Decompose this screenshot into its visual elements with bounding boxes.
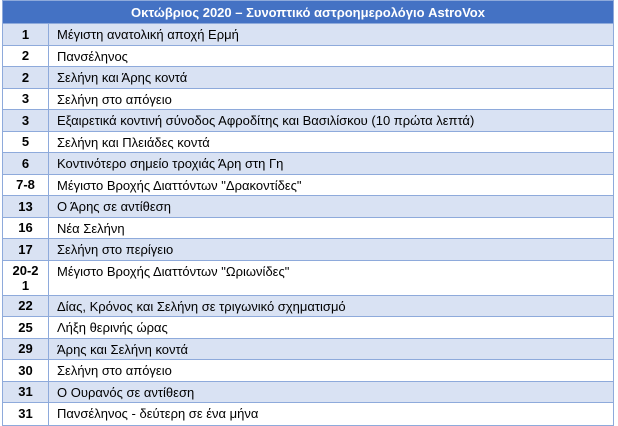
table-row [3,382,613,404]
event-cell: Δίας, Κρόνος και Σελήνη σε τριγωνικό σχηματισμό [57,298,346,314]
day-cell: 31 [3,382,49,403]
event-cell: Εξαιρετικά κοντινή σύνοδος Αφροδίτης και Βασιλίσκου (10 πρώτα λεπτά) [57,113,475,128]
day-cell: 20-21 [3,261,49,295]
day-cell: 7-8 [3,175,49,196]
event-cell: Ο Ουρανός σε αντίθεση [57,384,195,400]
day-cell: 25 [3,317,49,338]
event-cell: Σελήνη στο απόγειο [57,91,172,107]
table-body [3,24,613,425]
table-row [3,110,613,132]
day-cell: 2 [3,46,49,67]
table-row [3,360,613,382]
calendar-table [2,0,614,426]
day-cell: 29 [3,339,49,360]
event-cell: Νέα Σελήνη [57,220,125,236]
day-cell: 3 [3,89,49,110]
day-cell: 30 [3,360,49,381]
event-cell: Λήξη θερινής ώρας [57,320,168,335]
table-row [3,261,613,296]
table-row [3,24,613,46]
table-row [3,239,613,261]
event-cell: Άρης και Σελήνη κοντά [57,341,188,357]
event-cell: Σελήνη στο περίγειο [57,242,174,257]
event-cell: Σελήνη στο απόγειο [57,363,172,378]
table-row [3,89,613,111]
event-cell: Μέγιστη ανατολική αποχή Ερμή [57,27,239,42]
day-cell: 2 [3,67,49,88]
day-cell: 22 [3,296,49,317]
table-row [3,296,613,318]
day-cell: 31 [3,403,49,425]
event-cell: Σελήνη και Άρης κοντά [57,70,188,85]
day-cell: 6 [3,153,49,174]
day-cell: 13 [3,196,49,217]
table-row [3,132,613,154]
event-cell: Κοντινότερο σημείο τροχιάς Άρη στη Γη [57,156,284,171]
event-cell: Πανσέληνος - δεύτερη σε ένα μήνα [57,406,259,421]
event-cell: Πανσέληνος [57,48,128,64]
table-row [3,339,613,361]
table-row [3,175,613,197]
table-title: Οκτώβριος 2020 – Συνοπτικό αστροημερολόγιο AstroVox [3,1,613,24]
table-row [3,153,613,175]
day-cell: 16 [3,218,49,239]
day-cell: 5 [3,132,49,153]
day-cell: 1 [3,24,49,45]
table-row [3,46,613,68]
event-cell: Μέγιστο Βροχής Διαττόντων "Ωριωνίδες" [57,263,290,279]
day-cell: 3 [3,110,49,131]
event-cell: Σελήνη και Πλειάδες κοντά [57,134,210,150]
table-row [3,403,613,425]
table-row [3,317,613,339]
event-cell: Ο Άρης σε αντίθεση [57,199,171,214]
event-cell: Μέγιστο Βροχής Διαττόντων "Δρακοντίδες" [57,177,302,193]
table-row [3,196,613,218]
table-row [3,218,613,240]
table-row [3,67,613,89]
day-cell: 17 [3,239,49,260]
